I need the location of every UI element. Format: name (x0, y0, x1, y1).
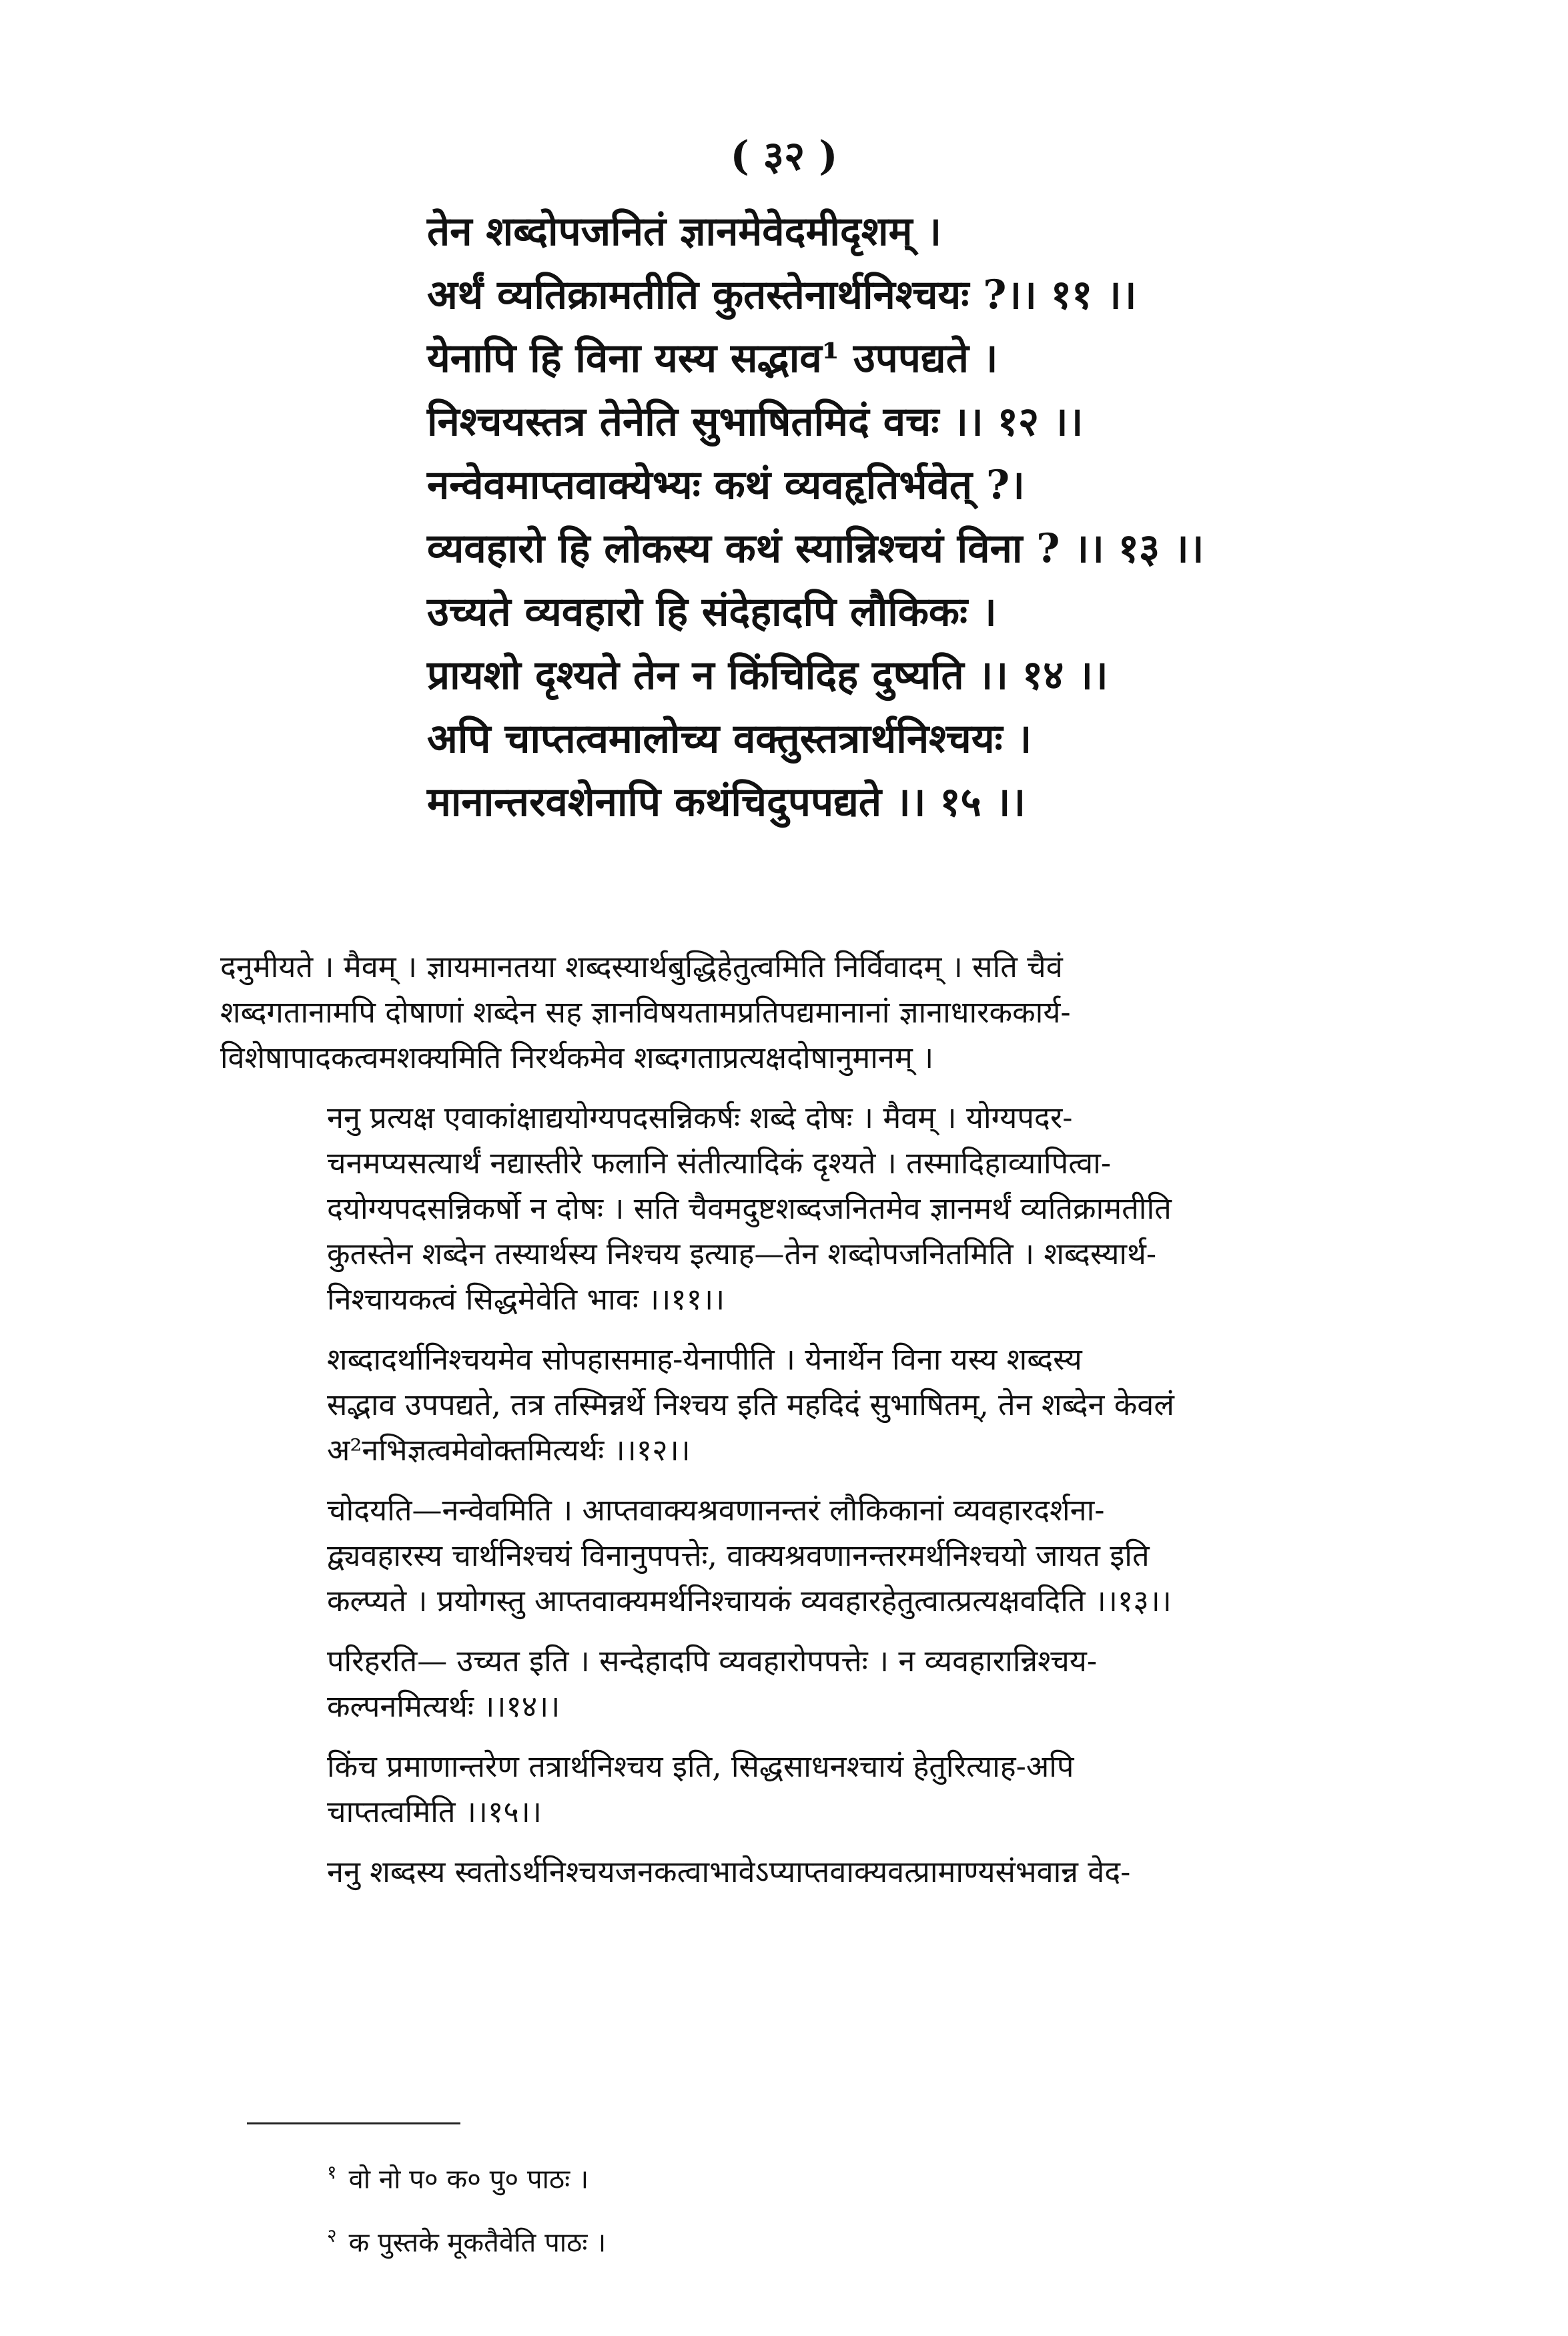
commentary-line: दनुमीयते । मैवम् । ज्ञायमानतया शब्दस्यार्थबुद्धिहेतुत्वमिति निर्विवादम् । सति चैवं (220, 949, 1063, 984)
commentary-line: चोदयति—नन्वेवमिति । आप्तवाक्यश्रवणानन्तरं लौकिकानां व्यवहारदर्शना- (327, 1492, 1105, 1528)
footnote-text: वो नो प० क० पु० पाठः । (348, 2164, 589, 2195)
commentary-line: अ²नभिज्ञत्वमेवोक्तमित्यर्थः ।।१२।। (327, 1432, 691, 1468)
footnote (327, 2146, 1328, 2209)
commentary-paragraph (220, 1337, 1368, 1473)
commentary-block (220, 944, 1368, 1910)
footnote (327, 2209, 1328, 2273)
commentary-line: परिहरति— उच्यत इति । सन्देहादपि व्यवहारोपपत्तेः । न व्यवहारान्निश्चय- (327, 1643, 1098, 1679)
commentary-line: विशेषापादकत्वमशक्यमिति निरर्थकमेव शब्दगताप्रत्यक्षदोषानुमानम् । (220, 1040, 934, 1075)
verse-line: तेन शब्दोपजनितं ज्ञानमेवेदमीदृशम् । (427, 208, 942, 255)
verse-line: येनापि हि विना यस्य सद्भाव¹ उपपद्यते । (427, 335, 998, 382)
footnote-rule (247, 2122, 460, 2124)
footnote-text: क पुस्तके मूकतैवेति पाठः । (348, 2227, 607, 2259)
verse-line: नन्वेवमाप्तवाक्येभ्यः कथं व्यवहृतिर्भवेत् ?। (427, 462, 1025, 509)
verse-block (427, 200, 1428, 834)
commentary-line: दयोग्यपदसन्निकर्षो न दोषः । सति चैवमदुष्टशब्दजनितमेव ज्ञानमर्थं व्यतिक्रामतीति (327, 1191, 1172, 1226)
commentary-paragraph (220, 944, 1368, 1081)
commentary-line: द्व्यवहारस्य चार्थनिश्चयं विनानुपपत्तेः, वाक्यश्रवणानन्तरमर्थनिश्चयो जायत इति (327, 1538, 1150, 1573)
commentary-paragraph (220, 1095, 1368, 1322)
commentary-line: सद्भाव उपपद्यते, तत्र तस्मिन्नर्थे निश्चय इति महदिदं सुभाषितम्, तेन शब्देन केवलं (327, 1387, 1174, 1422)
commentary-line: ननु प्रत्यक्ष एवाकांक्षाद्ययोग्यपदसन्निकर्षः शब्दे दोषः । मैवम् । योग्यपदर- (327, 1100, 1073, 1135)
commentary-line: कल्प्यते । प्रयोगस्तु आप्तवाक्यमर्थनिश्चायकं व्यवहारहेतुत्वात्प्रत्यक्षवदिति ।।१३।। (327, 1583, 1172, 1619)
commentary-line: किंच प्रमाणान्तरेण तत्रार्थनिश्चय इति, सिद्धसाधनश्चायं हेतुरित्याह-अपि (327, 1749, 1074, 1784)
commentary-line: निश्चायकत्वं सिद्धमेवेति भावः ।।११।। (327, 1281, 725, 1317)
verse-line: अपि चाप्तत्वमालोच्य वक्तुस्तत्रार्थनिश्चयः । (427, 715, 1032, 762)
footnotes-block (327, 2146, 1328, 2273)
commentary-line: शब्दगतानामपि दोषाणां शब्देन सह ज्ञानविषयतामप्रतिपद्यमानानां ज्ञानाधारककार्य- (220, 994, 1071, 1030)
verse-line: मानान्तरवशेनापि कथंचिदुपपद्यते ।। १५ ।। (427, 779, 1026, 826)
verse-line: व्यवहारो हि लोकस्य कथं स्यान्निश्चयं विना ? ।। १३ ।। (427, 525, 1204, 572)
footnote-mark: १ (327, 2161, 337, 2183)
commentary-line: चनमप्यसत्यार्थं नद्यास्तीरे फलानि संतीत्यादिकं दृश्यते । तस्मादिहाव्यापित्वा- (327, 1145, 1112, 1181)
commentary-line: कुतस्तेन शब्देन तस्यार्थस्य निश्चय इत्याह—तेन शब्दोपजनितमिति । शब्दस्यार्थ- (327, 1236, 1157, 1271)
commentary-paragraph (220, 1488, 1368, 1624)
footnote-mark: २ (327, 2225, 337, 2247)
commentary-line: ननु शब्दस्य स्वतोऽर्थनिश्चयजनकत्वाभावेऽप्याप्तवाक्यवत्प्रामाण्यसंभवान्न वेद- (327, 1854, 1131, 1889)
commentary-paragraph (220, 1744, 1368, 1835)
page-number: ( ३२ ) (730, 133, 838, 180)
verse-line: अर्थं व्यतिक्रामतीति कुतस्तेनार्थनिश्चयः ?।। ११ ।। (427, 272, 1137, 318)
commentary-paragraph (220, 1639, 1368, 1729)
verse-line: निश्चयस्तत्र तेनेति सुभाषितमिदं वचः ।। १२ ।। (427, 398, 1084, 445)
commentary-line: कल्पनमित्यर्थः ।।१४।। (327, 1689, 560, 1724)
commentary-paragraph (220, 1849, 1368, 1895)
verse-line: प्रायशो दृश्यते तेन न किंचिदिह दुष्यति ।। १४ ।। (427, 652, 1108, 699)
verse-line: उच्यते व्यवहारो हि संदेहादपि लौकिकः । (427, 589, 997, 635)
commentary-line: चाप्तत्वमिति ।।१५।। (327, 1794, 542, 1829)
commentary-line: शब्दादर्थानिश्चयमेव सोपहासमाह-येनापीति । येनार्थेन विना यस्य शब्दस्य (327, 1342, 1082, 1377)
